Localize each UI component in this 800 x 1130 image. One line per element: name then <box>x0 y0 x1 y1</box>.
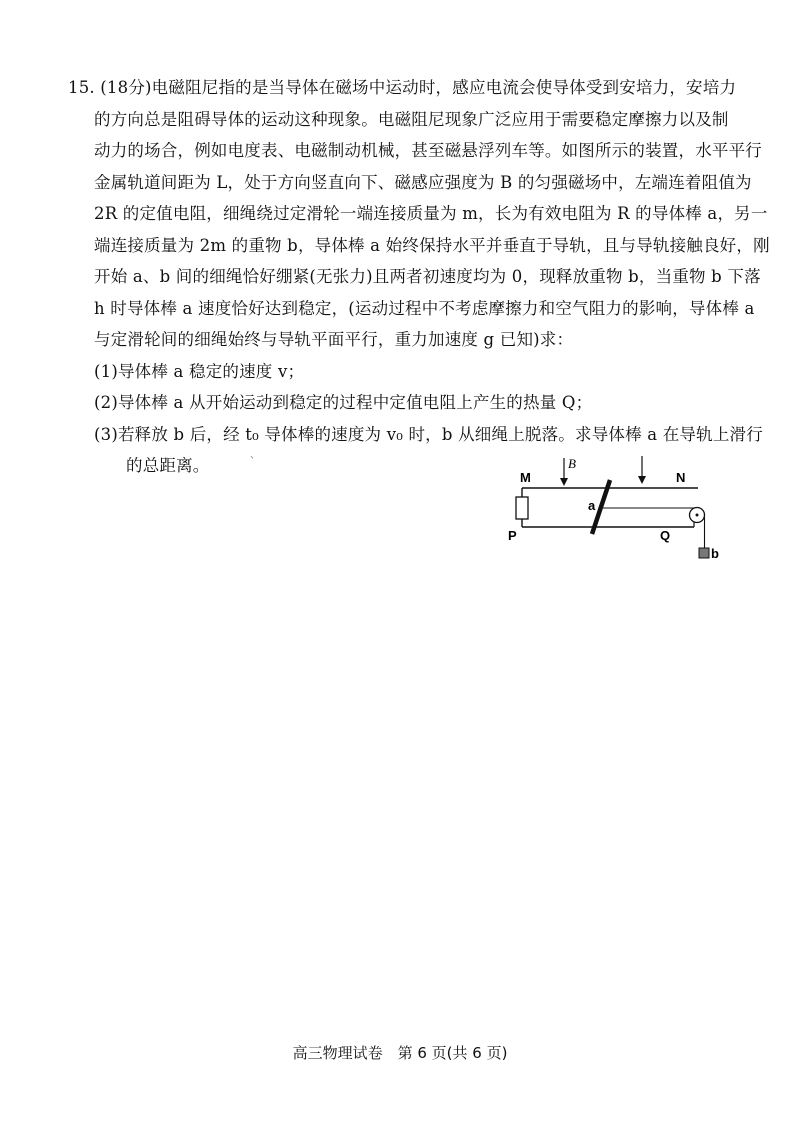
label-m: M <box>520 470 531 485</box>
sub-question-2: (2)导体棒 a 从开始运动到稳定的过程中定值电阻上产生的热量 Q； <box>94 393 593 412</box>
label-a: a <box>588 498 596 513</box>
question-15 <box>68 72 770 482</box>
sub-question-3-continued: 的总距离。 <box>126 456 210 475</box>
label-q: Q <box>660 528 671 543</box>
label-n: N <box>676 470 686 485</box>
pulley-axle <box>696 514 699 517</box>
label-b-weight: b <box>711 546 719 561</box>
question-line: 端连接质量为 2m 的重物 b，导体棒 a 始终保持水平并垂直于导轨，且与导轨接触良好，刚 <box>94 235 770 255</box>
sub-question-1: (1)导体棒 a 稳定的速度 v； <box>94 361 305 381</box>
resistor-icon <box>516 497 528 519</box>
field-arrowhead-b <box>560 478 568 486</box>
question-line: 的方向总是阻碍导体的运动这种现象。电磁阻尼现象广泛应用于需要稳定摩擦力以及制 <box>94 109 729 129</box>
question-line: 2R 的定值电阻，细绳绕过定滑轮一端连接质量为 m，长为有效电阻为 R 的导体棒 a，另一 <box>94 204 768 223</box>
question-line: 15. (18分)电磁阻尼指的是当导体在磁场中运动时，感应电流会使导体受到安培力，安培力 <box>68 78 737 97</box>
label-p: P <box>508 528 517 543</box>
field-arrowhead-right <box>638 476 646 484</box>
sub-question-3: (3)若释放 b 后，经 t₀ 导体棒的速度为 v₀ 时，b 从细绳上脱落。求导体棒 a 在导轨上滑行 <box>94 424 763 444</box>
question-line: h 时导体棒 a 速度恰好达到稳定，(运动过程中不考虑摩擦力和空气阻力的影响，导体棒 a <box>94 298 755 318</box>
question-line: 与定滑轮间的细绳始终与导轨平面平行，重力加速度 g 已知)求： <box>94 330 574 349</box>
question-line: 开始 a、b 间的细绳恰好绷紧(无张力)且两者初速度均为 0，现释放重物 b，当重物 b 下落 <box>94 267 761 286</box>
page-footer: 高三物理试卷 第 6 页(共 6 页) <box>292 1044 508 1062</box>
question-line: 动力的场合，例如电度表、电磁制动机械，甚至磁悬浮列车等。如图所示的装置，水平平行 <box>94 141 762 160</box>
stray-mark: 、 <box>250 450 260 461</box>
rail-diagram <box>498 452 738 572</box>
label-b-field: B <box>568 456 576 471</box>
question-line: 金属轨道间距为 L，处于方向竖直向下、磁感应强度为 B 的匀强磁场中，左端连着阻值为 <box>94 172 752 192</box>
weight-b-icon <box>699 548 709 558</box>
